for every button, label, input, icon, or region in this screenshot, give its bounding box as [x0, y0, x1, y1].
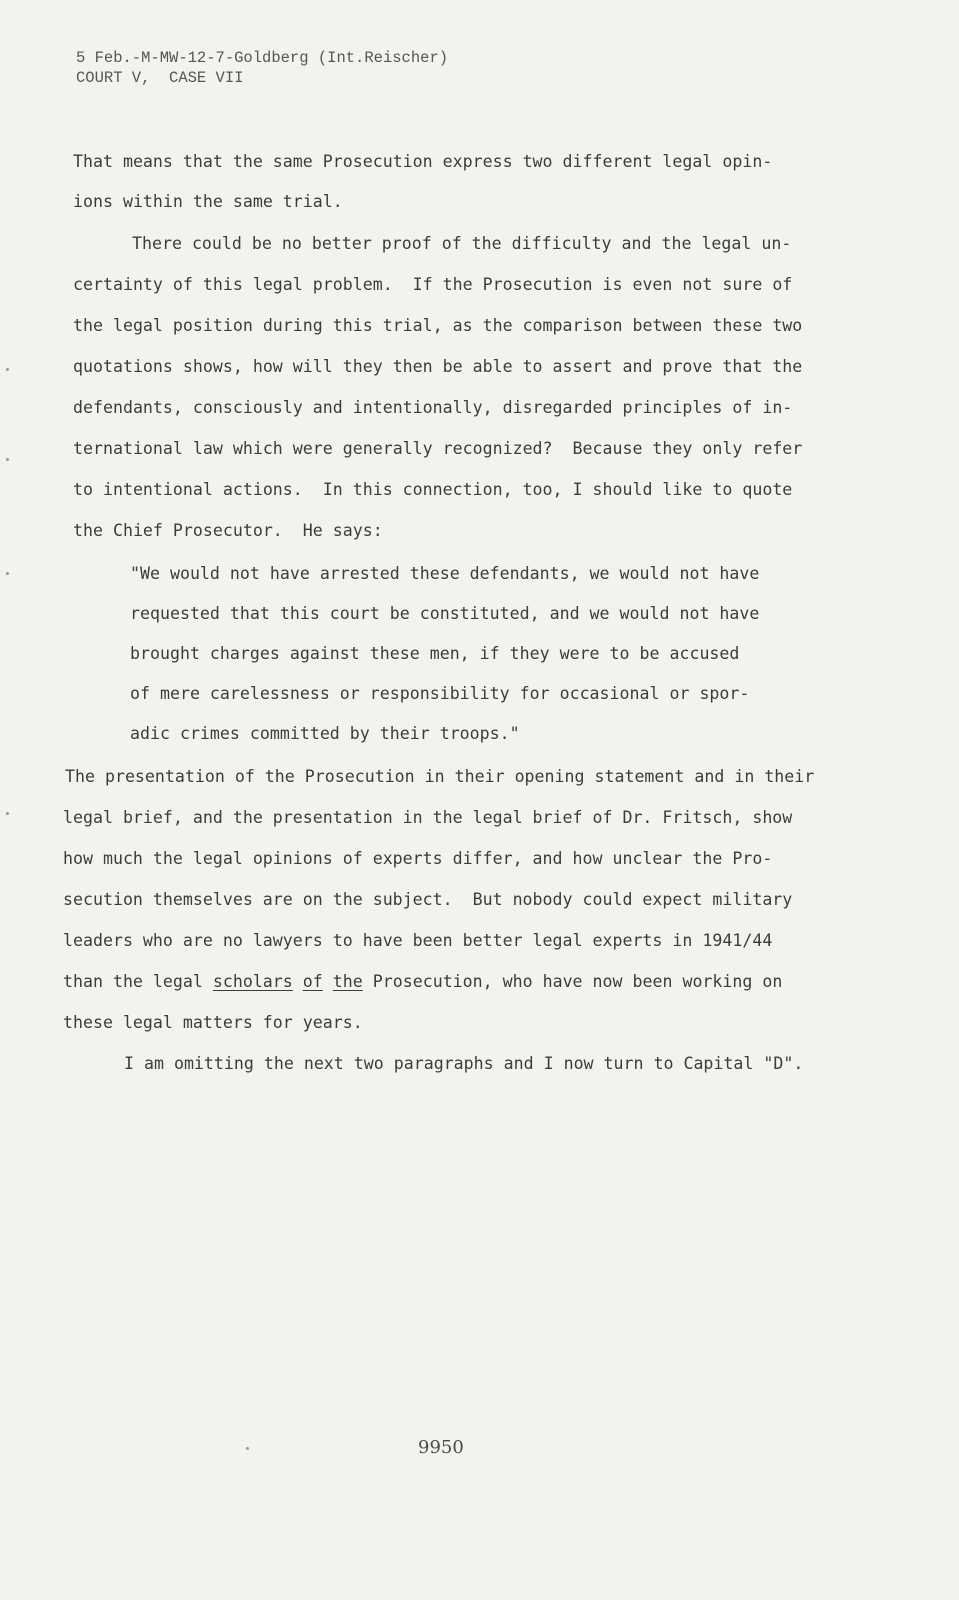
scan-speck: [6, 368, 9, 371]
paragraph-line: legal brief, and the presentation in the legal brief of Dr. Fritsch, show: [63, 808, 793, 827]
quote-line: brought charges against these men, if they were to be accused: [130, 644, 740, 663]
paragraph-line: ions within the same trial.: [73, 192, 343, 211]
paragraph-line: to intentional actions. In this connection, too, I should like to quote: [73, 480, 793, 499]
paragraph-line: secution themselves are on the subject. But nobody could expect military: [63, 890, 793, 909]
page-number: 9950: [418, 1437, 464, 1458]
document-header: [76, 48, 448, 88]
text-segment: Prosecution, who have now been working on: [362, 972, 783, 991]
quote-line: requested that this court be constituted, and we would not have: [130, 604, 760, 623]
quote-line: "We would not have arrested these defendants, we would not have: [130, 564, 760, 583]
paragraph-line: That means that the same Prosecution express two different legal opin-: [73, 152, 773, 171]
paragraph-line: ternational law which were generally recognized? Because they only refer: [73, 439, 803, 458]
scan-speck: [6, 812, 9, 815]
paragraph-line: certainty of this legal problem. If the Prosecution is even not sure of: [73, 275, 793, 294]
text-segment: [293, 972, 303, 991]
underlined-word: of: [302, 972, 323, 991]
text-segment: than the legal: [63, 972, 213, 991]
paragraph-line: quotations shows, how will they then be able to assert and prove that the: [73, 357, 803, 376]
text-segment: [323, 972, 333, 991]
header-reference: 5 Feb.-M-MW-12-7-Goldberg (Int.Reischer): [76, 49, 449, 67]
scan-speck: [246, 1447, 249, 1450]
paragraph-line-with-underline: [63, 972, 782, 991]
paragraph-line: defendants, consciously and intentionally, disregarded principles of in-: [73, 398, 793, 417]
paragraph-line: how much the legal opinions of experts differ, and how unclear the Pro-: [63, 849, 773, 868]
underlined-word: scholars: [212, 972, 293, 991]
scan-speck: [6, 572, 9, 575]
paragraph-line: The presentation of the Prosecution in their opening statement and in their: [65, 767, 815, 786]
scan-speck: [6, 458, 9, 461]
paragraph-line: the legal position during this trial, as the comparison between these two: [73, 316, 803, 335]
quote-line: adic crimes committed by their troops.": [130, 724, 520, 743]
paragraph-line: leaders who are no lawyers to have been better legal experts in 1941/44: [63, 931, 773, 950]
paragraph-line: I am omitting the next two paragraphs and I now turn to Capital "D".: [124, 1054, 804, 1073]
underlined-word: the: [332, 972, 363, 991]
paragraph-line: the Chief Prosecutor. He says:: [73, 521, 383, 540]
paragraph-line: these legal matters for years.: [63, 1013, 363, 1032]
header-court-case: COURT V, CASE VII: [76, 69, 244, 87]
paragraph-line: There could be no better proof of the difficulty and the legal un-: [132, 234, 792, 253]
quote-line: of mere carelessness or responsibility for occasional or spor-: [130, 684, 750, 703]
